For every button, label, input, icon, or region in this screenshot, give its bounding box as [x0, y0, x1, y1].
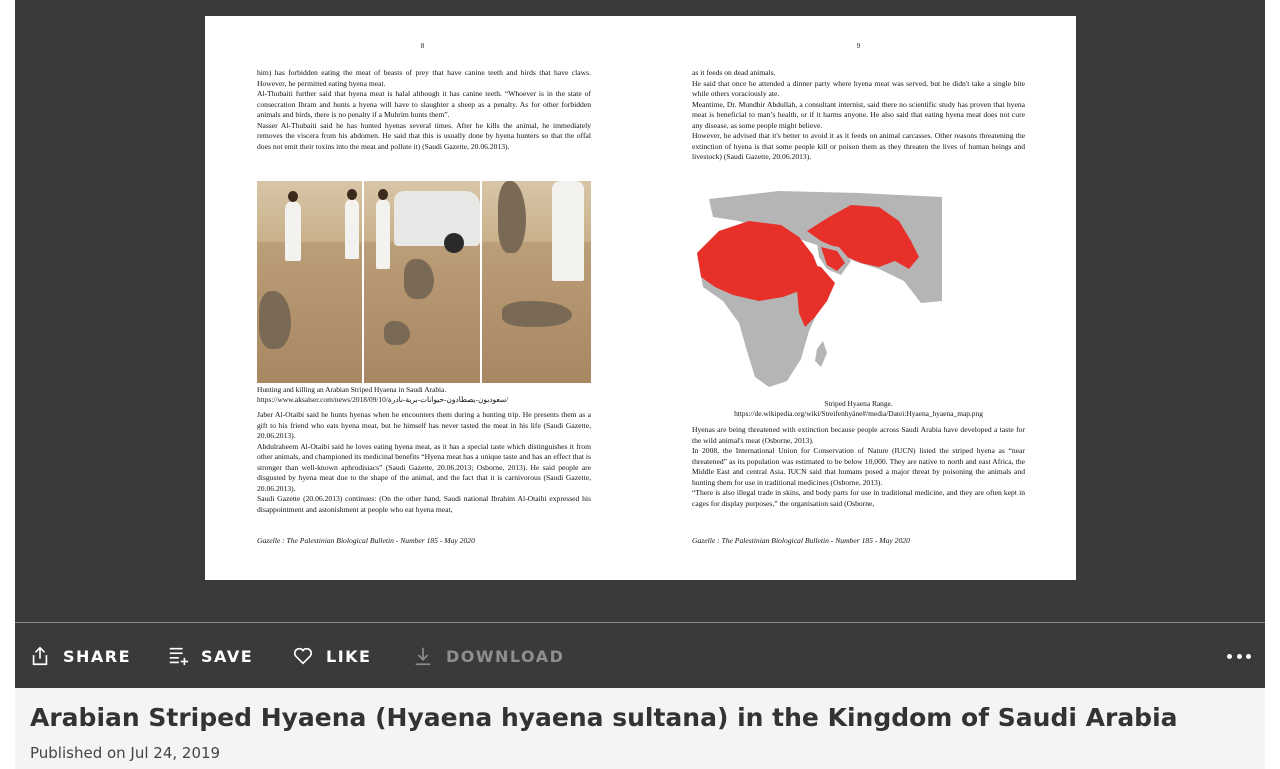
download-icon — [412, 645, 434, 667]
dot-icon — [1227, 654, 1232, 659]
paragraph: Saudi Gazette (20.06.2013) continues: (On the other hand, Saudi national Ibrahim Al-Otaibi expressed his disappointment and astonishment at people who eat hyena meat, — [257, 494, 591, 514]
hunting-photo — [257, 181, 591, 383]
map-caption — [641, 399, 1076, 419]
caption-title: Hunting and killing an Arabian Striped Hyaena in Saudi Arabia. — [257, 385, 447, 394]
caption-url: https://www.aksalser.com/news/2018/09/10/سعوديون-يصطادون-حيوانات-برية-نادرة/ — [257, 394, 509, 404]
paragraph: He said that once he attended a dinner party where hyena meat was served, but he didn't take a single bite while others voraciously ate. — [692, 78, 1025, 98]
paragraph: as it feeds on dead animals. — [692, 68, 776, 77]
right-text-top — [692, 68, 1025, 163]
download-button[interactable] — [412, 623, 564, 689]
publication-title: Arabian Striped Hyaena (Hyaena hyaena sultana) in the Kingdom of Saudi Arabia — [30, 703, 1178, 732]
left-text-top — [257, 68, 591, 152]
photo-panel — [482, 181, 591, 383]
publication-info — [15, 688, 1265, 769]
paragraph: Abdulraheem Al-Otaibi said he loves eating hyena meat, as it has a special taste which distinguishes it from other animals, and championed its medicinal benefits “Hyena meat has a unique taste and has an effect that is stronger than well-known aphrodisiacs” (Saudi Gazette, 20.06.2013; Osborne, 2013). He said people are disgusted by hyena meat due to the shape of the animal, and the fact that it is carnivorous (Saudi Gazette, 20.06.2013). — [257, 441, 591, 493]
dot-icon — [1237, 654, 1242, 659]
paragraph: Al-Thubaiti further said that hyena meat is halal although it has canine teeth. “Whoever is in the state of consecration Ihram and hunts a hyena will have to slaughter a sheep as a penalty. As for other forbidden animals and birds, there is no penalty if a Muhrim hunts them”. — [257, 89, 591, 119]
page-footer-left: Gazelle : The Palestinian Biological Bulletin - Number 185 - May 2020 — [257, 536, 475, 545]
save-list-icon — [167, 645, 189, 667]
share-button[interactable] — [29, 623, 131, 689]
dot-icon — [1246, 654, 1251, 659]
page-number-left: 8 — [420, 42, 425, 50]
paragraph: him) has forbidden eating the meat of beasts of prey that have canine teeth and birds that have claws. However, he permitted eating hyena meat. — [257, 68, 591, 88]
heart-icon — [292, 645, 314, 667]
hyena-range-map — [689, 191, 942, 388]
share-icon — [29, 645, 51, 667]
paragraph: However, he advised that it's better to avoid it as it feeds on animal carcasses. Other reasons threatening the extinction of hyena is that some people kill or poison them as they threaten the lives of human beings and livestock) (Saudi Gazette, 20.06.2013). — [692, 131, 1025, 161]
share-label: SHARE — [63, 646, 132, 666]
paragraph: Meantime, Dr. Mundhir Abdullah, a consultant internist, said there no scientific study has proven that hyena meat is beneficial to man’s health, or if it harms anyone. He also said that eating hyena meat does not cure any disease, as some people might believe. — [692, 99, 1025, 130]
more-options-button[interactable] — [1227, 645, 1251, 667]
save-button[interactable] — [167, 623, 253, 689]
photo-caption — [257, 385, 597, 405]
download-label: DOWNLOAD — [446, 646, 565, 666]
published-date: Published on Jul 24, 2019 — [30, 744, 221, 762]
photo-panel — [364, 181, 480, 383]
page-right — [641, 16, 1076, 580]
page-footer-right: Gazelle : The Palestinian Biological Bulletin - Number 185 - May 2020 — [692, 536, 910, 545]
caption-url: https://de.wikipedia.org/wiki/Streifenhyäne#/media/Datei:Hyaena_hyaena_map.png — [734, 408, 983, 418]
paragraph: “There is also illegal trade in skins, and body parts for use in traditional medicine, and they are often kept in cages for display purposes,” the organisation said (Osborne, — [692, 488, 1025, 508]
page-left — [205, 16, 640, 580]
paragraph: Hyenas are being threatened with extinction because people across Saudi Arabia have developed a taste for the wild animal's meat (Osborne, 2013). — [692, 425, 1025, 445]
paragraph: Nasser Al-Thubaiti said he has hunted hyenas several times. After he kills the animal, he immediately removes the viscera from his abdomen. He said that this is usually done by hyena hunters so that the offal does not emit their toxins into the meat and pollute it) (Saudi Gazette, 20.06.2013). — [257, 120, 591, 151]
document-viewer[interactable] — [15, 0, 1265, 622]
save-label: SAVE — [201, 646, 254, 666]
like-label: LIKE — [326, 646, 372, 666]
paragraph: Jaber Al-Otaibi said he hunts hyenas when he encounters them during a hunting trip. He presents them as a gift to his friend who eats hyena meat, but he himself has never tasted the meat in his life (Saudi Gazette, 20.06.2013). — [257, 410, 591, 440]
photo-panel — [257, 181, 362, 383]
paragraph: In 2008, the International Union for Conservation of Nature (IUCN) listed the striped hyena as “near threatened” as its population was estimated to be below 10,000. They are native to north and east Africa, the Middle East and central Asia. IUCN said that humans posed a major threat by poisoning the animals and hunting them for use in traditional medicines (Osborne, 2013). — [692, 446, 1025, 487]
caption-title: Striped Hyaena Range. — [824, 399, 893, 408]
left-text-bottom — [257, 410, 591, 515]
like-button[interactable] — [292, 623, 371, 689]
action-toolbar — [15, 622, 1265, 688]
page-number-right: 9 — [856, 42, 861, 50]
right-text-bottom — [692, 425, 1025, 509]
page-spread — [205, 16, 1076, 580]
